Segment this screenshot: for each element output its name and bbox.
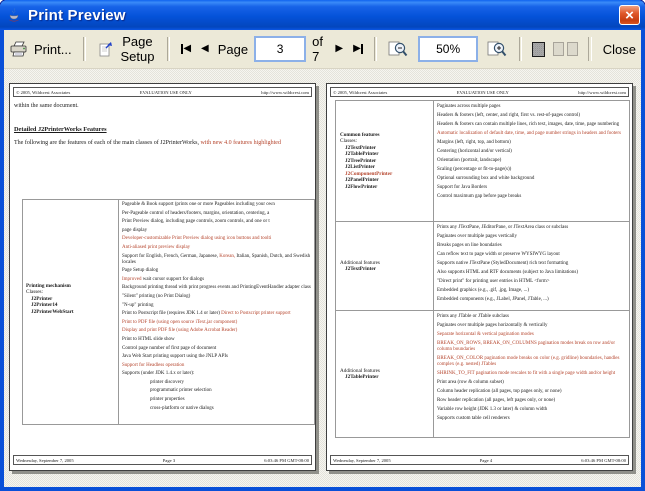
text-line: J2TreePrinter xyxy=(345,157,377,164)
text-line: Paginates over multiple pages horizontally & vertically xyxy=(437,323,548,328)
text-line: "Silent" printing (no Print Dialog) xyxy=(122,293,191,299)
text-line: printer discovery xyxy=(150,379,185,385)
preview-page-3 xyxy=(9,83,316,471)
text-line: Centering (horizontal and/or vertical) xyxy=(437,149,512,154)
text-line: Support for Java Borders xyxy=(437,185,488,190)
text-line: page display xyxy=(122,227,148,233)
text-line: Display and print PDF file (using Adobe Acrobat Reader) xyxy=(122,328,238,334)
text-line: J2TextPrinter xyxy=(345,266,376,272)
zoom-level-input[interactable] xyxy=(418,36,478,62)
text-line: J2ListPrinter xyxy=(345,164,375,171)
header-eval-notice: EVALUATION USE ONLY xyxy=(139,89,192,95)
title-bar[interactable] xyxy=(0,0,645,30)
intro-paragraph xyxy=(14,140,299,148)
text-line: Page Setup dialog xyxy=(122,268,159,274)
table-row-j2tableprinter xyxy=(336,311,629,437)
header-copyright: © 2005, Wildcrest Associates xyxy=(333,89,388,95)
zoom-out-icon xyxy=(388,40,409,58)
text-line: Control page number of first page of document xyxy=(122,345,217,351)
section-heading: Detailed J2PrinterWorks Features xyxy=(14,126,107,133)
text-line: programmatic printer selection xyxy=(150,388,212,394)
two-page-view-button[interactable] xyxy=(549,40,582,58)
text-line: Embedded components (e.g., JLabel, JPanel, JTable, ...) xyxy=(437,297,549,302)
text-line: Column header replication (all pages, top pages only, or none) xyxy=(437,389,562,394)
header-eval-notice: EVALUATION USE ONLY xyxy=(456,89,509,95)
text-line: Separate horizontal & vertical pagination modes xyxy=(437,332,534,337)
table-cell-classes xyxy=(336,101,434,221)
text-line: Print to Postscript file (requires JDK 1.4 or later) Direct to Postscript printer support xyxy=(122,311,291,317)
preview-page-4 xyxy=(326,83,633,471)
text-line: Paginates over multiple pages vertically xyxy=(437,234,517,239)
page-header xyxy=(13,87,312,97)
text-line: Headers & footers (left, center, and right, first vs. rest-of-pages control) xyxy=(437,113,581,118)
previous-page-button[interactable] xyxy=(196,42,214,56)
text-line: Automatic localization of default date, time, and page number strings in headers and footers xyxy=(437,131,621,136)
text-line: cross-platform or native dialogs xyxy=(150,405,214,411)
previous-page-icon: ◀ xyxy=(201,43,209,54)
two-page-view-icon xyxy=(567,42,578,56)
text-line: Classes: xyxy=(26,289,44,296)
text-line: Common features xyxy=(340,131,380,138)
table-cell-classes xyxy=(23,200,119,424)
last-page-icon xyxy=(361,44,363,54)
text-line: "N-up" printing xyxy=(122,302,154,308)
text-line: J2TextPrinter xyxy=(345,144,376,151)
page-setup-icon xyxy=(97,41,114,57)
text-line: "Direct print" for printing user entries in HTML <form> xyxy=(437,279,550,284)
text-line: Row header replication (all pages, left pages only, or none) xyxy=(437,398,556,403)
text-line: Supports native JTextPane (StyledDocument) rich text formatting xyxy=(437,261,569,266)
text-line: Additional features xyxy=(340,367,380,374)
toolbar xyxy=(4,30,641,69)
footer-time: 6:03:46 PM GMT-08:00 xyxy=(264,457,309,463)
table-cell-features xyxy=(119,200,314,424)
text-line: BREAK_ON_COLOR pagination mode breaks on color (e.g. gridline) boundaries, handles complex (e.g. nested) JTables xyxy=(437,356,620,367)
text-line: J2Printer14 xyxy=(31,302,58,309)
close-window-button[interactable] xyxy=(619,5,640,25)
footer-date: Wednesday, September 7, 2005 xyxy=(16,457,74,463)
text-line: SHRINK_TO_FIT pagination mode rescales to fit with a single page width and/or height xyxy=(437,371,616,376)
next-page-button[interactable] xyxy=(330,42,348,56)
text-line: Optional surrounding box and white background xyxy=(437,176,535,181)
first-page-icon: ◀ xyxy=(183,43,192,54)
last-page-button[interactable] xyxy=(348,42,368,56)
page-count-label: of 7 xyxy=(312,34,323,64)
table-row-j2textprinter xyxy=(336,222,629,311)
text-line: Supports (under JDK 1.4.x or later): xyxy=(122,371,195,377)
toolbar-separator xyxy=(374,37,377,61)
text-line: J2PrinterWebStart xyxy=(31,308,74,315)
text-line: Classes: xyxy=(340,138,358,145)
table-cell-features xyxy=(434,311,629,437)
text-line: Pageable & Book support (prints one or more Pageables including your own xyxy=(122,202,275,207)
text-line: Print Preview dialog, including page controls, zoom controls, and one or t xyxy=(122,219,270,225)
print-button[interactable] xyxy=(4,38,77,60)
text-line: Prints any JTextPane, JEditorPane, or JTextArea class or subclass xyxy=(437,225,569,230)
table-cell-classes xyxy=(336,222,434,310)
text-line: J2Printer xyxy=(31,295,53,302)
page-setup-button-label: Page Setup xyxy=(120,34,155,64)
text-line: Printing mechanism xyxy=(26,282,71,289)
text-line: Background printing thread with print progress events and PrintingEventHandler adapter class xyxy=(122,285,311,291)
toolbar-separator xyxy=(167,37,170,61)
preview-area xyxy=(4,69,641,487)
text-line: Embedded graphics (e.g., .gif, .jpg, Image, ...) xyxy=(437,288,530,293)
close-preview-button[interactable] xyxy=(598,39,641,60)
text-line: Control maximum gap before page breaks xyxy=(437,194,522,199)
text-line: J2TablePrinter xyxy=(345,151,379,158)
page-footer xyxy=(330,455,629,465)
window-title: Print Preview xyxy=(28,6,126,24)
single-page-view-button[interactable] xyxy=(528,40,549,59)
text-line: Java Web Start printing support using the JNLP APIs xyxy=(122,354,228,360)
text-line: Additional features xyxy=(340,259,380,266)
toolbar-separator xyxy=(519,37,522,61)
last-page-icon: ▶ xyxy=(353,43,361,54)
text-line: Margins (left, right, top, and bottom) xyxy=(437,140,511,145)
text-line: Orientation (portrait, landscape) xyxy=(437,158,502,163)
text-line: Improved wait cursor support for dialogs xyxy=(122,276,205,282)
next-page-icon: ▶ xyxy=(335,43,344,54)
footer-page-number: Page 3 xyxy=(162,457,176,463)
table-row-common-features xyxy=(336,101,629,222)
text-line: Anti-aliased print preview display xyxy=(122,244,191,250)
first-page-button[interactable] xyxy=(176,42,196,56)
text-line: printer properties xyxy=(150,397,185,403)
page-label: Page xyxy=(217,41,249,57)
intro-text: within the same document. xyxy=(14,103,79,109)
two-page-view-icon xyxy=(553,42,564,56)
text-line: Print area (row & column subset) xyxy=(437,380,504,385)
text-line: Print to HTML slide show xyxy=(122,336,175,342)
close-icon: × xyxy=(625,6,634,24)
table-cell-features xyxy=(434,222,629,310)
zoom-out-button[interactable] xyxy=(383,38,414,60)
text-line: Supports custom table cell renderers xyxy=(437,416,510,421)
text-line: Prints any JTable or JTable subclass xyxy=(437,314,509,319)
text-line: J2PanelPrinter xyxy=(345,177,379,184)
page-setup-button[interactable] xyxy=(92,31,161,67)
text-line: J2FlowPrinter xyxy=(345,183,378,190)
text-line: Paginates across multiple pages xyxy=(437,104,501,109)
features-table-classes xyxy=(335,100,630,438)
zoom-in-button[interactable] xyxy=(482,38,513,60)
footer-time: 6:03:46 PM GMT-08:00 xyxy=(581,457,626,463)
close-preview-label: Close xyxy=(602,41,636,57)
page-number-input[interactable] xyxy=(254,36,306,62)
java-app-icon xyxy=(6,7,22,23)
text-line: J2TablePrinter xyxy=(345,374,379,380)
text-line: Support for English, French, German, Japanese, Korean, Italian, Spanish, Dutch, and Swedish locales xyxy=(122,253,311,265)
text-line: Headers & footers can contain multiple lines, rich text, images, date, time, page numbering xyxy=(437,122,620,127)
text-line: Scaling (percentage or fit-to-page(s)) xyxy=(437,167,512,172)
text-line: Print to PDF file (using open source iText.jar component) xyxy=(122,319,238,325)
text-line: Variable row height (JDK 1.3 or later) & column width xyxy=(437,407,548,412)
text-line: BREAK_ON_ROWS, BREAK_ON_COLUMNS pagination modes break on row and/or column boundaries xyxy=(437,341,616,352)
printer-icon xyxy=(9,41,29,57)
zoom-in-icon xyxy=(487,40,508,58)
text-line: Per-Pageable control of headers/footers, margins, orientation, centering, a xyxy=(122,210,270,216)
header-copyright: © 2005, Wildcrest Associates xyxy=(16,89,71,95)
features-table-printing-mechanism xyxy=(22,199,315,425)
text-line: Breaks pages on line boundaries xyxy=(437,243,502,248)
table-cell-classes xyxy=(336,311,434,437)
single-page-view-icon xyxy=(532,42,545,57)
text-line: Can reflow text to page width or preserve WYSIWYG layout xyxy=(437,252,560,257)
table-cell-features xyxy=(434,101,629,221)
footer-date: Wednesday, September 7, 2005 xyxy=(333,457,391,463)
print-button-label: Print... xyxy=(34,41,72,57)
header-url: http://www.wildcrest.com xyxy=(578,89,626,95)
header-url: http://www.wildcrest.com xyxy=(261,89,309,95)
toolbar-separator xyxy=(83,37,86,61)
page-footer xyxy=(13,455,312,465)
text-line: J2ComponentPrinter xyxy=(345,170,393,177)
text-line: Developer-customizable Print Preview dialog using icon buttons and toolti xyxy=(122,236,272,242)
text-line: Support for Headless operation xyxy=(122,362,185,368)
page-header xyxy=(330,87,629,97)
footer-page-number: Page 4 xyxy=(479,457,493,463)
text-line: Also supports HTML and RTF documents (subject to Java limitations) xyxy=(437,270,579,275)
text-line: The following are the features of each of the main classes of J2PrinterWorks, with new 4.0 features highlighted xyxy=(14,140,281,146)
toolbar-separator xyxy=(588,37,591,61)
